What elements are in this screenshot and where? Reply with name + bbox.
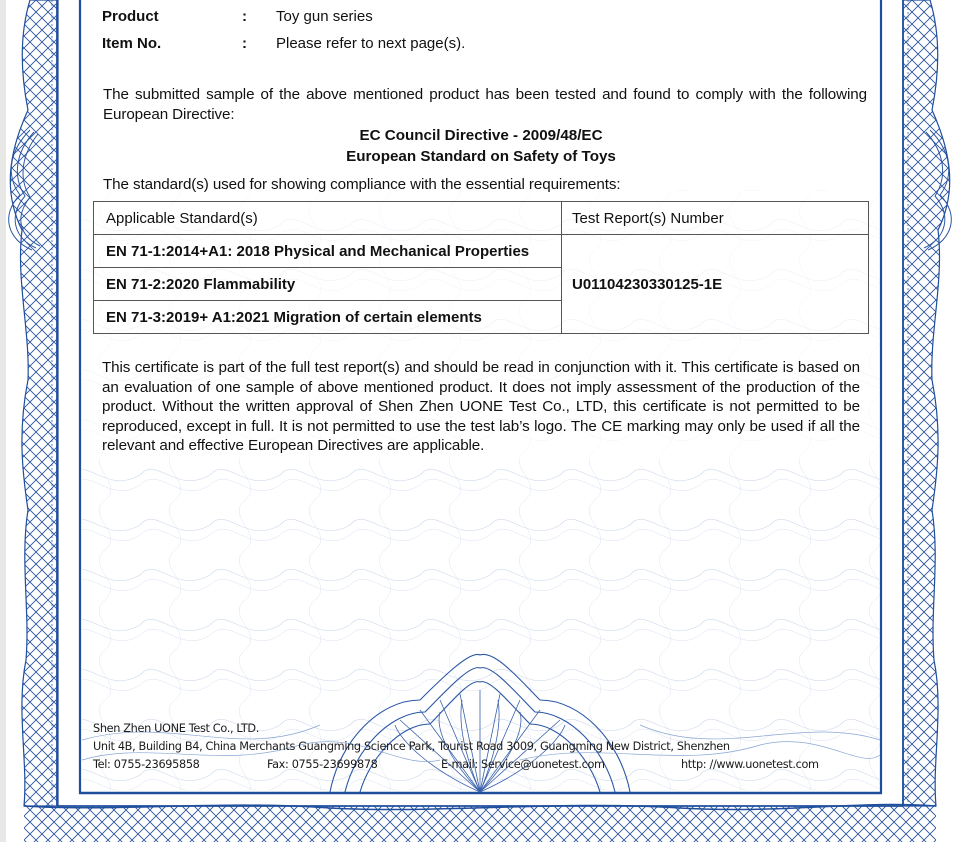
footer-tel: Tel: 0755-23695858 xyxy=(93,758,200,771)
directive-subtitle: European Standard on Safety of Toys xyxy=(346,148,616,165)
field-value: Please refer to next page(s). xyxy=(276,35,466,52)
standard-cell: EN 71-3:2019+ A1:2021 Migration of certain elements xyxy=(94,301,562,334)
footer-company: Shen Zhen UONE Test Co., LTD. xyxy=(93,722,259,735)
column-header-report-number: Test Report(s) Number xyxy=(562,202,869,235)
field-colon: : xyxy=(242,8,247,25)
table-row xyxy=(94,235,869,268)
standard-cell: EN 71-2:2020 Flammability xyxy=(94,268,562,301)
disclaimer-paragraph: This certificate is part of the full test report(s) and should be read in conjunction with it. This certificate is based on an evaluation of one sample of above mentioned product. It does not imply assessment of the production of the product. Without the written approval of Shen Zhen UONE Test Co., LTD, this certificate is not permitted to be reproduced, except in full. It is not permitted to use the test lab’s logo. The CE marking may only be used if all the relevant and effective European Directives are applicable. xyxy=(102,359,860,454)
intro-paragraph: The submitted sample of the above mentioned product has been tested and found to comply with the following European Directive: xyxy=(103,86,867,123)
footer-fax: Fax: 0755-23699878 xyxy=(267,758,378,771)
standards-intro: The standard(s) used for showing compliance with the essential requirements: xyxy=(103,176,621,193)
field-label: Item No. xyxy=(102,35,162,52)
field-label: Product xyxy=(102,8,159,25)
report-number-cell: U01104230330125-1E xyxy=(562,235,869,334)
column-header-standards: Applicable Standard(s) xyxy=(94,202,562,235)
standards-table xyxy=(93,201,869,334)
footer-website[interactable]: http: //www.uonetest.com xyxy=(681,758,819,771)
field-value: Toy gun series xyxy=(276,8,373,25)
standard-cell: EN 71-1:2014+A1: 2018 Physical and Mechanical Properties xyxy=(94,235,562,268)
footer-contacts xyxy=(93,758,853,774)
footer-email[interactable]: E-mail: Service@uonetest.com xyxy=(441,758,605,771)
directive-title: EC Council Directive - 2009/48/EC xyxy=(359,127,603,144)
footer-address: Unit 4B, Building B4, China Merchants Guangming Science Park, Tourist Road 3009, Guangming New District, Shenzhen xyxy=(93,740,730,753)
field-colon: : xyxy=(242,35,247,52)
table-header-row xyxy=(94,202,869,235)
